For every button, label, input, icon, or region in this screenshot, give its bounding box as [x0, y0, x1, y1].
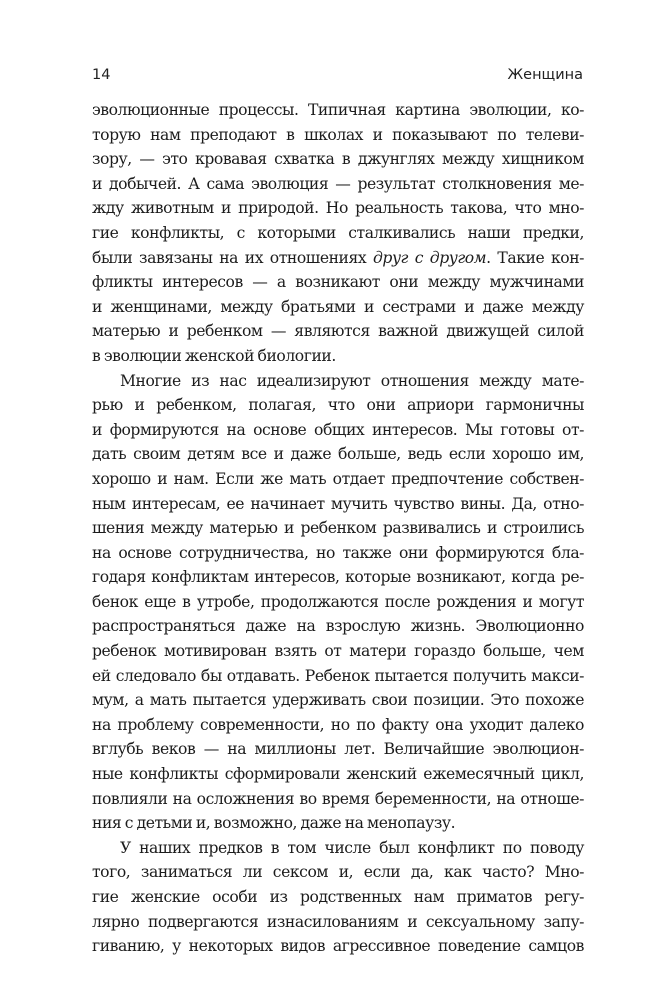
text-line: ным интересам, ее начинает мучить чувство вины. Да, отно-	[92, 494, 584, 513]
paragraph-3	[92, 836, 584, 959]
text-line: рью и ребенком, полагая, что они априори гармоничны	[92, 396, 584, 415]
text-line: ей следовало бы отдавать. Ребенок пытается получить макси-	[92, 666, 584, 685]
text-line: на проблему современности, но по факту она уходит далеко	[92, 715, 584, 734]
text-run: . Такие кон-	[486, 248, 584, 267]
text-line: эволюционные процессы. Типичная картина эволюции, ко-	[92, 101, 584, 119]
text-line: матерью и ребенком — являются важной движущей силой	[92, 322, 584, 341]
text-line: фликты интересов — а возникают они между мужчинами	[92, 273, 584, 292]
text-line: вглубь веков — на миллионы лет. Величайшие эволюцион-	[92, 740, 584, 759]
paragraph-1	[92, 98, 584, 369]
text-line: дать своим детям все и даже больше, ведь если хорошо им,	[92, 445, 584, 464]
text-line: и женщинами, между братьями и сестрами и даже между	[92, 297, 584, 316]
text-line: ния с детьми и, возможно, даже на менопаузу.	[92, 814, 456, 833]
text-line: жду животным и природой. Но реальность такова, что мно-	[92, 199, 584, 218]
text-line: повлияли на осложнения во время беременности, на отноше-	[92, 789, 584, 808]
text-line: Многие из нас идеализируют отношения между мате-	[120, 371, 584, 390]
text-line: годаря конфликтам интересов, которые возникают, когда ре-	[92, 568, 584, 587]
text-line: и формируются на основе общих интересов. Мы готовы от-	[92, 420, 584, 439]
text-line: зору, — это кровавая схватка в джунглях между хищником	[92, 150, 584, 169]
text-run: были завязаны на их отношениях	[92, 248, 373, 267]
text-line: гие женские особи из родственных нам приматов регу-	[92, 888, 584, 906]
text-line: мум, а мать пытается удерживать свои позиции. Это похоже	[92, 691, 584, 710]
running-title: Женщина	[507, 67, 583, 83]
text-line: лярно подвергаются изнасилованиям и сексуальному запу-	[92, 912, 584, 931]
text-line: гие конфликты, с которыми сталкивались наши предки,	[92, 223, 584, 242]
text-line: того, заниматься ли сексом и, если да, как часто? Мно-	[92, 863, 584, 882]
paragraph-2	[92, 369, 584, 836]
text-line: гиванию, у некоторых видов агрессивное поведение самцов	[92, 937, 584, 956]
text-line: в эволюции женской биологии.	[92, 346, 336, 365]
page-number: 14	[92, 67, 111, 83]
text-line	[92, 246, 584, 271]
text-line: бенок еще в утробе, продолжаются после рождения и могут	[92, 592, 584, 611]
text-line: распространяться даже на взрослую жизнь. Эволюционно	[92, 617, 584, 636]
text-line: торую нам преподают в школах и показывают по телеви-	[92, 125, 584, 144]
text-line: ные конфликты сформировали женский ежемесячный цикл,	[92, 765, 584, 784]
body-text	[92, 98, 584, 959]
text-line: шения между матерью и ребенком развивались и строились	[92, 519, 584, 538]
text-line: и добычей. А сама эволюция — результат столкновения ме-	[92, 174, 584, 193]
text-line: на основе сотрудничества, но также они формируются бла-	[92, 543, 584, 562]
text-line: хорошо и нам. Если же мать отдает предпочтение собствен-	[92, 469, 584, 488]
page-header	[92, 62, 583, 88]
text-line: ребенок мотивирован взять от матери гораздо больше, чем	[92, 642, 584, 661]
text-line: У наших предков в том числе был конфликт по поводу	[120, 838, 584, 857]
emphasis-text: друг с другом	[372, 248, 487, 267]
